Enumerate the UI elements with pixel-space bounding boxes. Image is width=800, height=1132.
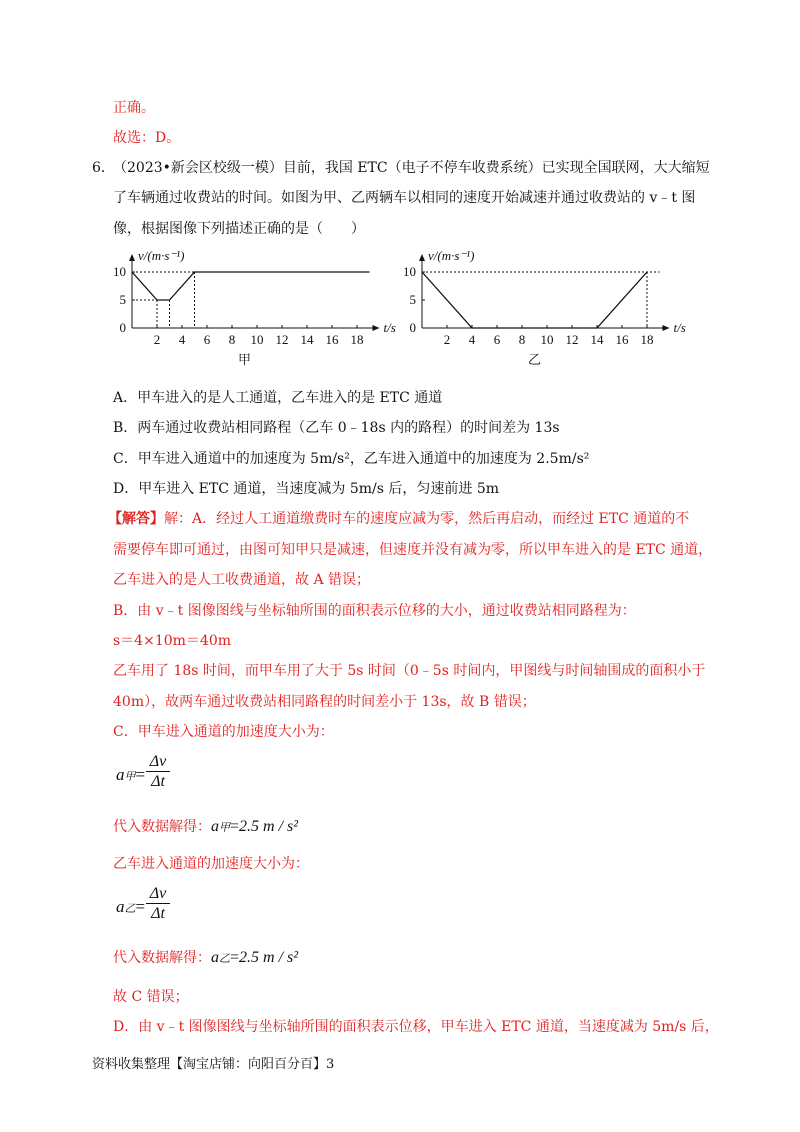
- x-tick-label: 4: [178, 332, 186, 347]
- x-tick-label: 8: [518, 332, 526, 347]
- x-tick-label: 18: [350, 332, 364, 347]
- answer-line: C．甲车进入通道的加速度大小为：: [113, 724, 334, 740]
- y-tick-label: 0: [409, 320, 416, 335]
- x-tick-label: 10: [250, 332, 264, 347]
- x-tick-label: 4: [468, 332, 476, 347]
- answer-line: [108, 509, 689, 529]
- fraction: Δv Δt: [146, 752, 170, 791]
- x-axis-arrow: [373, 325, 380, 331]
- answer-line: 需要停车即可通过，由图可知甲只是减速，但速度并没有减为零，所以甲车进入的是 ETC 通道，: [113, 542, 713, 558]
- chart-yi: [398, 240, 698, 370]
- y-tick-label: 10: [403, 264, 416, 279]
- text-line: 故选：D。: [113, 130, 181, 146]
- series-line: [132, 272, 370, 300]
- question-text: 像，根据图像下列描述正确的是（ ）: [113, 221, 365, 237]
- y-axis-label: v/(m·s⁻¹): [428, 248, 475, 263]
- x-tick-label: 14: [300, 332, 314, 347]
- x-axis-arrow: [663, 325, 670, 331]
- y-tick-label: 0: [119, 320, 126, 335]
- x-tick-label: 10: [540, 332, 554, 347]
- text-line: 正确。: [113, 100, 155, 116]
- formula-result: a甲=2.5 m / s²: [211, 818, 299, 835]
- answer-line: D．由 v﹣t 图像图线与坐标轴所围的面积表示位移，甲车进入 ETC 通道，当速度减为 5m/s 后，: [113, 1019, 719, 1035]
- x-tick-label: 8: [228, 332, 236, 347]
- x-tick-label: 14: [590, 332, 604, 347]
- answer-line: 乙车进入的是人工收费通道，故 A 错误；: [113, 572, 371, 588]
- fraction: Δv Δt: [146, 884, 170, 923]
- x-tick-label: 12: [275, 332, 289, 347]
- graph-yi: [398, 240, 698, 370]
- option-a: A．甲车进入的是人工通道，乙车进入的是 ETC 通道: [113, 390, 443, 406]
- answer-line: s＝4×10m＝40m: [113, 633, 232, 649]
- y-tick-label: 5: [119, 292, 126, 307]
- x-axis-label: t/s: [673, 320, 686, 335]
- option-b: B．两车通过收费站相同路程（乙车 0﹣18s 内的路程）的时间差为 13s: [113, 420, 560, 436]
- answer-line: 乙车进入通道的加速度大小为：: [113, 856, 309, 872]
- y-tick-label: 10: [113, 264, 126, 279]
- answer-text: 解：A．经过人工通道缴费时车的速度应减为零，然后再启动，而经过 ETC 通道的不: [164, 511, 690, 527]
- y-axis-arrow: [419, 254, 425, 261]
- chart-title: 甲: [237, 352, 252, 367]
- graph-jia: [108, 240, 396, 370]
- x-tick-label: 6: [203, 332, 211, 347]
- answer-line: 40m），故两车通过收费站相同路程的时间差小于 13s，故 B 错误；: [113, 694, 536, 710]
- question-number: 6．: [92, 160, 115, 176]
- answer-line: 代入数据解得：a甲=2.5 m / s²: [113, 818, 299, 835]
- footer: 资料收集整理【淘宝店铺：向阳百分百】3: [92, 1057, 335, 1072]
- formula-a-yi: a乙=: [116, 897, 146, 916]
- y-axis-arrow: [129, 254, 135, 261]
- answer-line: B．由 v﹣t 图像图线与坐标轴所围的面积表示位移的大小，通过收费站相同路程为：: [113, 603, 636, 619]
- y-axis-label: v/(m·s⁻¹): [138, 248, 185, 263]
- formula-a-jia: a甲=: [116, 765, 146, 784]
- answer-line: 故 C 错误；: [113, 989, 189, 1005]
- chart-title: 乙: [527, 352, 542, 367]
- x-tick-label: 16: [615, 332, 629, 347]
- question-text: 了车辆通过收费站的时间。如图为甲、乙两辆车以相同的速度开始减速并通过收费站的 v﹣t 图: [113, 190, 696, 206]
- y-tick-label: 5: [409, 292, 416, 307]
- series-line: [422, 272, 647, 328]
- x-tick-label: 12: [565, 332, 579, 347]
- answer-line: 乙车用了 18s 时间，而甲车用了大于 5s 时间（0﹣5s 时间内，甲图线与时间轴围成的面积小于: [113, 663, 706, 679]
- answer-line: 代入数据解得：a乙=2.5 m / s²: [113, 949, 299, 966]
- x-tick-label: 2: [153, 332, 161, 347]
- answer-label: 【解答】: [108, 511, 164, 527]
- x-tick-label: 16: [325, 332, 339, 347]
- question-text: （2023•新会区校级一模）目前，我国 ETC（电子不停车收费系统）已实现全国联网，大大缩短: [113, 160, 710, 176]
- option-d: D．甲车进入 ETC 通道，当速度减为 5m/s 后，匀速前进 5m: [113, 481, 500, 497]
- x-tick-label: 18: [640, 332, 654, 347]
- formula-result: a乙=2.5 m / s²: [211, 949, 299, 966]
- chart-jia: [108, 240, 396, 370]
- option-c: C．甲车进入通道中的加速度为 5m/s²，乙车进入通道中的加速度为 2.5m/s²: [113, 451, 590, 467]
- x-tick-label: 6: [493, 332, 501, 347]
- x-axis-label: t/s: [383, 320, 396, 335]
- x-tick-label: 2: [443, 332, 451, 347]
